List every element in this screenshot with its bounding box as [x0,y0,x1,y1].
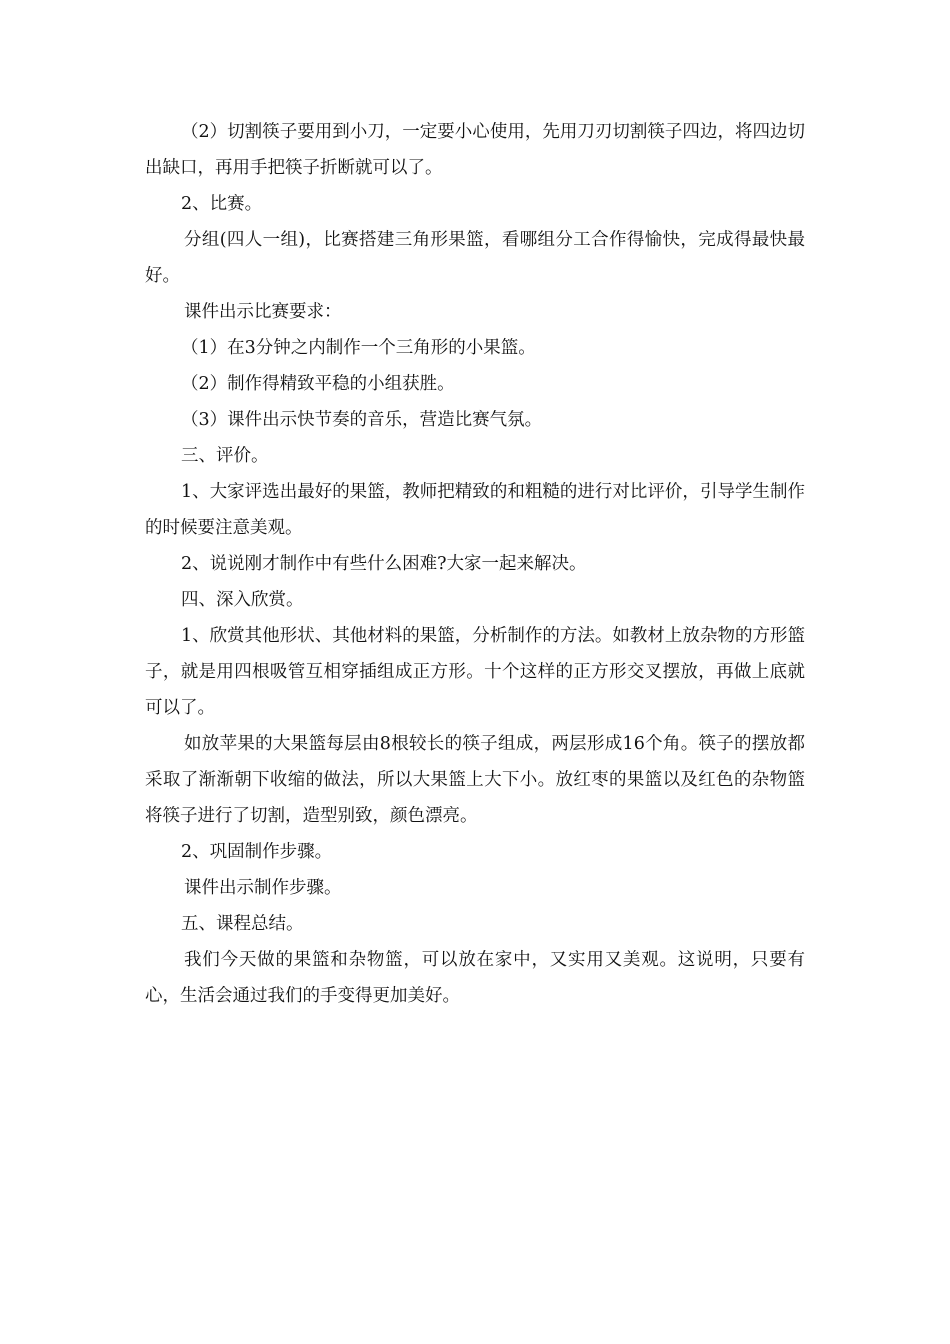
paragraph-grouping: 分组(四人一组)，比赛搭建三角形果篮，看哪组分工合作得愉快，完成得最快最好。 [145,230,805,286]
list-item-requirement-3: （3）课件出示快节奏的音乐，营造比赛气氛。 [181,410,543,430]
paragraph-evaluation-2: 2、说说刚才制作中有些什么困难?大家一起来解决。 [181,554,587,574]
paragraph-summary: 我们今天做的果篮和杂物篮，可以放在家中，又实用又美观。这说明，只要有心，生活会通过我们的手变得更加美好。 [145,950,805,1006]
heading-competition: 2、比赛。 [181,194,263,214]
heading-evaluation: 三、评价。 [181,446,269,466]
paragraph-apple-basket: 如放苹果的大果篮每层由8根较长的筷子组成，两层形成16个角。筷子的摆放都采取了渐渐朝下收缩的做法，所以大果篮上大下小。放红枣的果篮以及红色的杂物篮将筷子进行了切割，造型别致，颜色漂亮。 [145,734,805,826]
paragraph-show-steps: 课件出示制作步骤。 [184,878,342,898]
heading-appreciation: 四、深入欣赏。 [181,590,304,610]
paragraph-evaluation-1: 1、大家评选出最好的果篮，教师把精致的和粗糙的进行对比评价，引导学生制作的时候要注意美观。 [145,482,805,538]
heading-consolidate-steps: 2、巩固制作步骤。 [181,842,333,862]
list-item-requirement-1: （1）在3分钟之内制作一个三角形的小果篮。 [181,338,536,358]
paragraph-requirements-intro: 课件出示比赛要求： [184,302,342,322]
paragraph-appreciation-1: 1、欣赏其他形状、其他材料的果篮，分析制作的方法。如教材上放杂物的方形篮子，就是用四根吸管互相穿插组成正方形。十个这样的正方形交叉摆放，再做上底就可以了。 [145,626,805,718]
document-body [145,114,805,1014]
heading-summary: 五、课程总结。 [181,914,304,934]
list-item-requirement-2: （2）制作得精致平稳的小组获胜。 [181,374,455,394]
paragraph-cutting-chopsticks: （2）切割筷子要用到小刀，一定要小心使用，先用刀刃切割筷子四边，将四边切出缺口，再用手把筷子折断就可以了。 [145,122,805,178]
